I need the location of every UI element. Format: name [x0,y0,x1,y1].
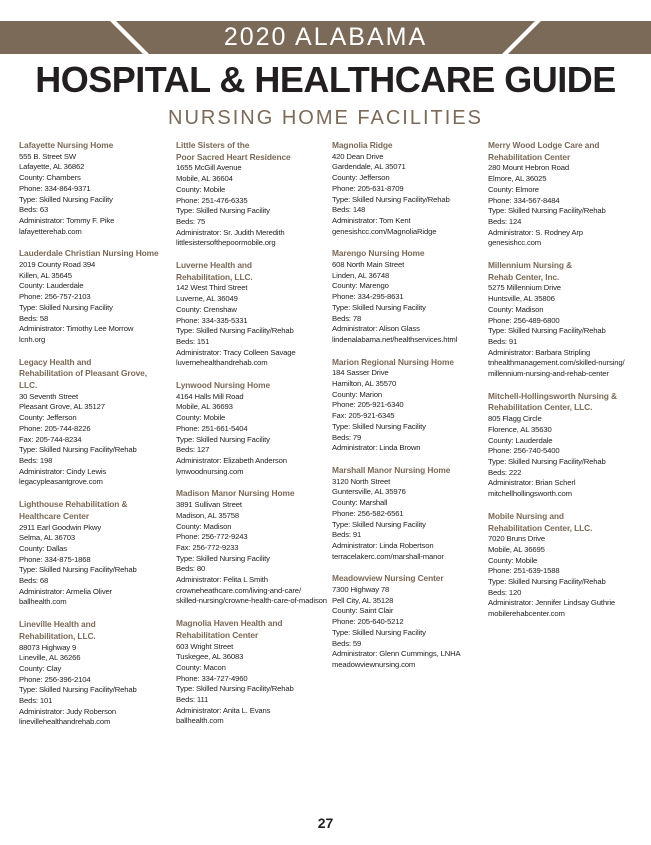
facility-detail: littlesistersofthepoormobile.org [176,238,276,248]
facility-name: Lineville Health and [19,619,96,630]
facility-detail: Administrator: Armelia Oliver [19,586,113,596]
facility-detail: Administrator: Jennifer Lindsay Guthrie [488,598,616,608]
facility-detail: Phone: 334-567-8484 [488,195,560,205]
facility-detail: Type: Skilled Nursing Facility [176,434,270,444]
page-title: HOSPITAL & HEALTHCARE GUIDE [35,59,616,100]
facility-detail: Administrator: Sr. Judith Meredith [176,227,285,237]
facility-name: Millennium Nursing & [488,260,573,271]
facility-detail: Administrator: Brian Scherl [488,478,576,488]
facility-detail: Mobile, AL 36604 [176,174,233,184]
facility-name: Rehabilitation of Pleasant Grove, [19,368,147,379]
facility-detail: Phone: 334-295-8631 [332,292,404,302]
facility-detail: Type: Skilled Nursing Facility/Rehab [488,456,606,466]
facility-detail: 1655 McGill Avenue [176,163,242,173]
page-subtitle: NURSING HOME FACILITIES [168,107,483,129]
facility-detail: ballhealth.com [19,597,67,607]
facility-detail: Beds: 120 [488,587,522,597]
facility-detail: Type: Skilled Nursing Facility [176,553,270,563]
facility-detail: County: Mobile [176,413,226,423]
facility-detail: lcnh.org [19,334,46,344]
facility-entry [176,260,326,369]
facility-detail: crowneheathcare.com/living-and-care/ [176,585,301,595]
facility-detail: Beds: 91 [488,336,518,346]
facility-detail: Beds: 148 [332,205,366,215]
facility-detail: County: Jefferson [19,413,77,423]
facility-name: Marion Regional Nursing Home [332,356,454,367]
facility-detail: County: Madison [176,521,232,531]
facility-detail: Phone: 256-757-2103 [19,292,91,302]
facility-detail: Phone: 334-864-9371 [19,183,91,193]
facility-name: Mitchell-Hollingsworth Nursing & [488,390,617,401]
facility-detail: Type: Skilled Nursing Facility [332,627,426,637]
facility-detail: Fax: 256-772-9233 [176,542,239,552]
facility-entry [176,488,326,607]
facility-detail: County: Mobile [176,184,226,194]
facility-detail: Phone: 205-921-6340 [332,400,404,410]
facility-detail: Beds: 91 [332,530,362,540]
facility-detail: Phone: 334-335-5331 [176,315,248,325]
facility-detail: Mobile, AL 36693 [176,402,233,412]
facility-name: Merry Wood Lodge Care and [488,140,600,150]
facility-detail: Beds: 68 [19,576,49,586]
facility-detail: Type: Skilled Nursing Facility/Rehab [176,684,294,694]
facility-detail: County: Lauderdale [19,281,84,291]
facility-detail: Phone: 251-476-6335 [176,195,248,205]
facility-detail: Beds: 151 [176,336,210,346]
facility-name: LLC. [19,380,38,391]
facility-detail: Administrator: Linda Robertson [332,540,434,550]
facility-entry [19,357,171,488]
facility-detail: Beds: 79 [332,432,362,442]
facility-name: Luverne Health and [176,260,252,271]
facility-detail: Type: Skilled Nursing Facility/Rehab [19,685,137,695]
facility-detail: 555 B. Street SW [19,151,76,161]
facility-detail: Beds: 222 [488,467,522,477]
facility-name: Lynwood Nursing Home [176,380,271,391]
facility-name: Lauderdale Christian Nursing Home [19,248,159,259]
facility-detail: County: Marion [332,389,383,399]
facility-detail: 280 Mount Hebron Road [488,163,570,173]
facility-detail: Fax: 205-744-8234 [19,434,82,444]
facility-detail: Beds: 124 [488,216,522,226]
facility-name: Poor Sacred Heart Residence [176,151,291,162]
facility-detail: Phone: 334-875-1868 [19,554,91,564]
facility-detail: Administrator: Elizabeth Anderson [176,455,287,465]
facility-detail: Administrator: Felita L Smith [176,575,268,585]
facility-detail: Guntersville, AL 35976 [332,487,406,497]
facility-detail: County: Jefferson [332,173,390,183]
facility-detail: 142 West Third Street [176,283,248,293]
facility-detail: Type: Skilled Nursing Facility [19,194,113,204]
facility-detail: Phone: 256-396-2104 [19,674,91,684]
facility-detail: Lineville, AL 36266 [19,653,81,663]
page-number: 27 [317,815,334,831]
facility-detail: Type: Skilled Nursing Facility/Rehab [488,206,606,216]
facility-detail: Administrator: S. Rodney Arp [488,227,583,237]
facility-detail: County: Crenshaw [176,304,237,314]
facility-detail: 4164 Halls Mill Road [176,391,244,401]
facility-detail: Administrator: Glenn Cummings, LNHA [332,649,461,659]
facility-name: Rehabilitation Center [176,629,259,640]
facility-detail: County: Elmore [488,184,539,194]
facility-detail: County: Chambers [19,173,81,183]
facility-detail: Madison, AL 35758 [176,510,239,520]
facility-detail: lafayetterehab.com [19,226,82,236]
facility-detail: Luverne, AL 36049 [176,294,238,304]
facility-detail: Administrator: Anita L. Evans [176,705,271,715]
facility-entry [488,260,638,380]
facility-detail: Hamilton, AL 35570 [332,379,397,389]
facility-entry [19,140,171,237]
facility-detail: Type: Skilled Nursing Facility [19,302,113,312]
facility-detail: 7300 Highway 78 [332,585,390,595]
facility-name: Rehabilitation, LLC. [19,630,96,641]
facility-detail: Tuskegee, AL 36083 [176,652,244,662]
facility-entry [332,357,484,454]
facility-columns [0,140,651,800]
facility-detail: Beds: 111 [176,695,209,705]
facility-name: Rehab Center, Inc. [488,271,560,282]
facility-detail: millennium-nursing-and-rehab-center [488,369,609,379]
facility-detail: Administrator: Judy Roberson [19,706,117,716]
facility-detail: Lafayette, AL 36862 [19,162,85,172]
facility-detail: Phone: 251-639-1588 [488,566,560,576]
facility-detail: Selma, AL 36703 [19,533,76,543]
facility-detail: County: Marengo [332,281,389,291]
facility-entry [176,618,326,727]
facility-detail: 3891 Sullivan Street [176,500,242,510]
facility-detail: Huntsville, AL 35806 [488,294,555,304]
facility-detail: Administrator: Timothy Lee Morrow [19,324,134,334]
facility-detail: Phone: 205-744-8226 [19,423,91,433]
facility-detail: County: Dallas [19,543,67,553]
facility-name: Magnolia Ridge [332,140,393,150]
facility-detail: Beds: 101 [19,696,53,706]
column-1 [19,140,171,739]
facility-entry [19,619,171,728]
facility-detail: Gardendale, AL 35071 [332,162,406,172]
facility-detail: Beds: 63 [19,205,49,215]
facility-name: Rehabilitation Center, LLC. [488,402,593,413]
facility-detail: 7020 Bruns Drive [488,534,545,544]
facility-detail: County: Lauderdale [488,435,553,445]
facility-entry [176,140,326,249]
facility-name: Lafayette Nursing Home [19,140,114,150]
facility-detail: Administrator: Barbara Stripling [488,347,591,357]
facility-detail: 88073 Highway 9 [19,642,77,652]
facility-name: Rehabilitation, LLC. [176,271,253,282]
facility-entry [488,511,638,620]
facility-detail: Beds: 59 [332,638,362,648]
facility-name: Healthcare Center [19,510,89,521]
facility-name: Meadowview Nursing Center [332,573,444,584]
facility-detail: Administrator: Tommy F. Pike [19,215,115,225]
facility-detail: Beds: 80 [176,564,206,574]
facility-detail: 603 Wright Street [176,641,234,651]
facility-entry [19,499,171,608]
facility-detail: tnhealthmanagement.com/skilled-nursing/ [488,358,625,368]
facility-detail: meadowviewnursing.com [332,659,416,669]
banner-title: 2020 ALABAMA [223,23,428,51]
facility-detail: Florence, AL 35630 [488,424,552,434]
facility-detail: 608 North Main Street [332,260,405,270]
facility-entry [176,380,326,477]
column-2 [176,140,326,738]
facility-detail: Beds: 58 [19,313,49,323]
facility-name: Legacy Health and [19,356,92,367]
facility-name: Rehabilitation Center [488,151,571,162]
column-3 [332,140,484,682]
facility-detail: Pleasant Grove, AL 35127 [19,402,105,412]
facility-detail: Administrator: Tracy Colleen Savage [176,347,296,357]
facility-detail: Administrator: Tom Kent [332,215,411,225]
facility-detail: linevillehealthandrehab.com [19,717,111,727]
facility-detail: Beds: 198 [19,455,53,465]
facility-detail: Administrator: Alison Glass [332,324,420,334]
facility-detail: Mobile, AL 36695 [488,544,545,554]
facility-name: Marshall Manor Nursing Home [332,464,451,475]
facility-detail: County: Saint Clair [332,606,394,616]
facility-entry [488,391,638,500]
facility-detail: 3120 North Street [332,476,391,486]
facility-entry [332,573,484,670]
facility-entry [19,248,171,345]
facility-name: Magnolia Haven Health and [176,618,283,629]
facility-detail: 2911 Earl Goodwin Pkwy [19,522,102,532]
facility-detail: County: Madison [488,304,544,314]
facility-detail: Type: Skilled Nursing Facility [332,421,426,431]
facility-detail: skilled-nursing/crowne-health-care-of-madison [176,596,327,606]
facility-detail: Type: Skilled Nursing Facility [332,302,426,312]
facility-detail: Beds: 75 [176,216,206,226]
facility-detail: terracelakerc.com/marshall-manor [332,551,444,561]
facility-name: Little Sisters of the [176,140,250,150]
facility-detail: Phone: 251-661-5404 [176,423,248,433]
facility-detail: 30 Seventh Street [19,391,78,401]
facility-detail: County: Macon [176,662,226,672]
facility-detail: Type: Skilled Nursing Facility/Rehab [488,326,606,336]
facility-entry [332,465,484,562]
facility-detail: Phone: 205-631-8709 [332,183,404,193]
facility-detail: Killen, AL 35645 [19,270,72,280]
facility-detail: 420 Dean Drive [332,151,384,161]
facility-detail: 805 Flagg Circle [488,414,542,424]
facility-detail: legacypleasantgrove.com [19,477,103,487]
facility-detail: Type: Skilled Nursing Facility/Rehab [332,194,450,204]
facility-detail: Phone: 256-740-5400 [488,446,560,456]
facility-name: Rehabilitation Center, LLC. [488,522,593,533]
facility-detail: 2019 County Road 394 [19,260,96,270]
facility-detail: Fax: 205-921-6345 [332,411,395,421]
facility-detail: mitchellhollingsworth.com [488,489,572,499]
facility-name: Marengo Nursing Home [332,248,425,259]
facility-entry [488,140,638,249]
facility-detail: Type: Skilled Nursing Facility/Rehab [19,445,137,455]
facility-detail: Type: Skilled Nursing Facility [176,206,270,216]
facility-detail: Beds: 127 [176,445,210,455]
facility-detail: County: Mobile [488,555,538,565]
header-banner [0,21,651,54]
facility-name: Lighthouse Rehabilitation & [19,499,128,510]
column-4 [488,140,638,631]
facility-detail: lynwoodnursing.com [176,466,244,476]
facility-entry [332,140,484,237]
facility-detail: Administrator: Cindy Lewis [19,466,107,476]
facility-detail: Administrator: Linda Brown [332,443,421,453]
facility-detail: mobilerehabcenter.com [488,609,565,619]
facility-detail: genesishcc.com/MagnoliaRidge [332,226,437,236]
facility-detail: genesishcc.com [488,238,542,248]
facility-detail: 184 Sasser Drive [332,368,389,378]
facility-detail: Linden, AL 36748 [332,270,390,280]
facility-detail: Type: Skilled Nursing Facility [332,519,426,529]
facility-detail: 5275 Millennium Drive [488,283,561,293]
facility-detail: luvernehealthandrehab.com [176,358,268,368]
facility-detail: Phone: 334-727-4960 [176,673,248,683]
facility-detail: Pell City, AL 35128 [332,595,394,605]
facility-detail: Beds: 78 [332,313,362,323]
facility-entry [332,248,484,345]
facility-detail: Phone: 256-489-6800 [488,315,560,325]
facility-detail: lindenalabama.net/healthservices.html [332,334,458,344]
facility-detail: Phone: 205-640-5212 [332,617,404,627]
facility-name: Mobile Nursing and [488,510,564,521]
facility-detail: County: Clay [19,663,62,673]
facility-detail: Phone: 256-772-9243 [176,532,248,542]
facility-detail: ballhealth.com [176,716,224,726]
facility-detail: Type: Skilled Nursing Facility/Rehab [176,326,294,336]
facility-detail: Phone: 256-582-6561 [332,508,404,518]
facility-name: Madison Manor Nursing Home [176,488,295,499]
facility-detail: Type: Skilled Nursing Facility/Rehab [19,565,137,575]
facility-detail: County: Marshall [332,498,388,508]
facility-detail: Elmore, AL 36025 [488,174,547,184]
facility-detail: Type: Skilled Nursing Facility/Rehab [488,577,606,587]
